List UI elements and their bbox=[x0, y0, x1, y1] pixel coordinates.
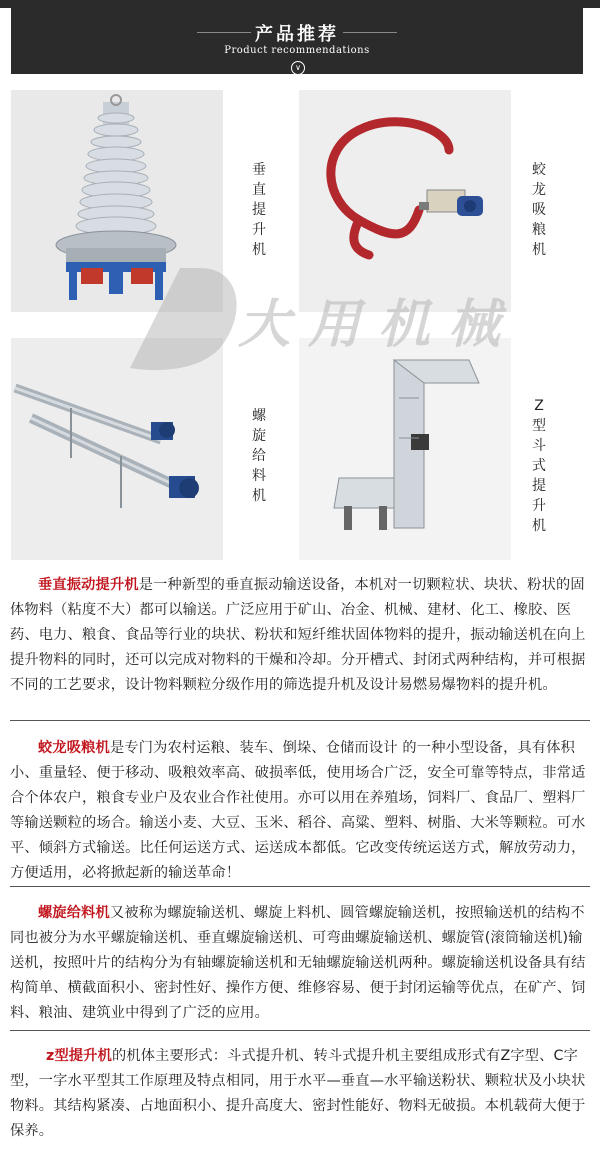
description-grain-suction bbox=[10, 736, 590, 886]
title-rule-right bbox=[343, 32, 397, 33]
description-body: 又被称为螺旋输送机、螺旋上料机、圆管螺旋输送机，按照输送机的结构不同也被分为水平螺旋输送机、垂直螺旋输送机、可弯曲螺旋输送机、螺旋管(滚筒输送机)输送机，按照叶片的结构分为有轴螺旋输送机和无轴螺旋输送机两种。螺旋输送机设备具有结构简单、横截面积小、密封性好、操作方便、维修容易、便于封闭运输等优点，在矿产、饲料、粮油、建筑业中得到了广泛的应用。 bbox=[10, 905, 586, 1021]
product-name-link[interactable]: 螺旋给料机 bbox=[38, 905, 110, 921]
product-name-link[interactable]: 蛟龙吸粮机 bbox=[38, 740, 110, 756]
section-title: 产品推荐 bbox=[255, 24, 339, 45]
z-bucket-elevator-photo bbox=[299, 338, 511, 560]
description-screw-feeder bbox=[10, 901, 590, 1026]
product-card-grain-suction[interactable] bbox=[299, 90, 589, 312]
product-card-z-bucket-elevator[interactable] bbox=[299, 338, 589, 560]
screw-feeder-photo bbox=[11, 338, 223, 560]
product-label: 垂直提升机 bbox=[252, 162, 266, 258]
description-body: 是一种新型的垂直振动输送设备，本机对一切颗粒状、块状、粉状的固体物料（粘度不大）都可以输送。广泛应用于矿山、冶金、机械、建材、化工、橡胶、医药、电力、粮食、食品等行业的块状、粉状和短纤维状固体物料的提升，振动输送机在向上提升物料的同时，还可以完成对物料的干燥和冷却。分开槽式、封闭式两种结构，并可根据不同的工艺要求，设计物料颗粒分级作用的筛选提升机及设计易燃易爆物料的提升机。 bbox=[10, 577, 586, 693]
description-z-elevator bbox=[10, 1044, 590, 1144]
divider bbox=[10, 1030, 590, 1031]
chevron-down-icon: ∨ bbox=[291, 61, 305, 75]
description-body: 的机体主要形式：斗式提升机、转斗式提升机主要组成形式有Z字型、C字型，一字水平型其工作原理及特点相同，用于水平—垂直—水平输送粉状、颗粒状及小块状物料。其结构紧凑、占地面积小、提升高度大、密封性能好、物料无破损。本机载荷大便于保养。 bbox=[10, 1048, 586, 1139]
watermark-text: 大用机械 bbox=[238, 294, 519, 355]
product-card-screw-feeder[interactable] bbox=[11, 338, 291, 560]
product-name-link[interactable]: z型提升机 bbox=[46, 1048, 113, 1064]
divider bbox=[10, 720, 590, 721]
divider bbox=[10, 886, 590, 887]
vertical-elevator-photo bbox=[11, 90, 223, 312]
section-header bbox=[11, 8, 583, 74]
description-vertical-elevator bbox=[10, 573, 590, 698]
grain-suction-photo bbox=[299, 90, 511, 312]
product-label: Z型斗式提升机 bbox=[532, 398, 546, 534]
product-label: 蛟龙吸粮机 bbox=[532, 162, 546, 258]
product-card-vertical-elevator[interactable] bbox=[11, 90, 291, 312]
section-subtitle: Product recommendations bbox=[224, 45, 370, 56]
top-bar bbox=[0, 0, 600, 8]
product-label: 螺旋给料机 bbox=[252, 408, 266, 504]
description-body: 是专门为农村运粮、装车、倒垛、仓储而设计 的一种小型设备，具有体积小、重量轻、便于移动、吸粮效率高、破损率低，使用场合广泛，安全可靠等特点，非常适合个体农户，粮食专业户及农业合作社使用。亦可以用在养殖场，饲料厂、食品厂、塑料厂等输送颗粒的场合。输送小麦、大豆、玉米、稻谷、高粱、塑料、树脂、大米等颗粒。可水平、倾斜方式输送。比任何运送方式、运送成本都低。它改变传统运送方式，解放劳动力，方便适用，必将掀起新的输送革命！ bbox=[10, 740, 586, 881]
product-name-link[interactable]: 垂直振动提升机 bbox=[38, 577, 139, 593]
